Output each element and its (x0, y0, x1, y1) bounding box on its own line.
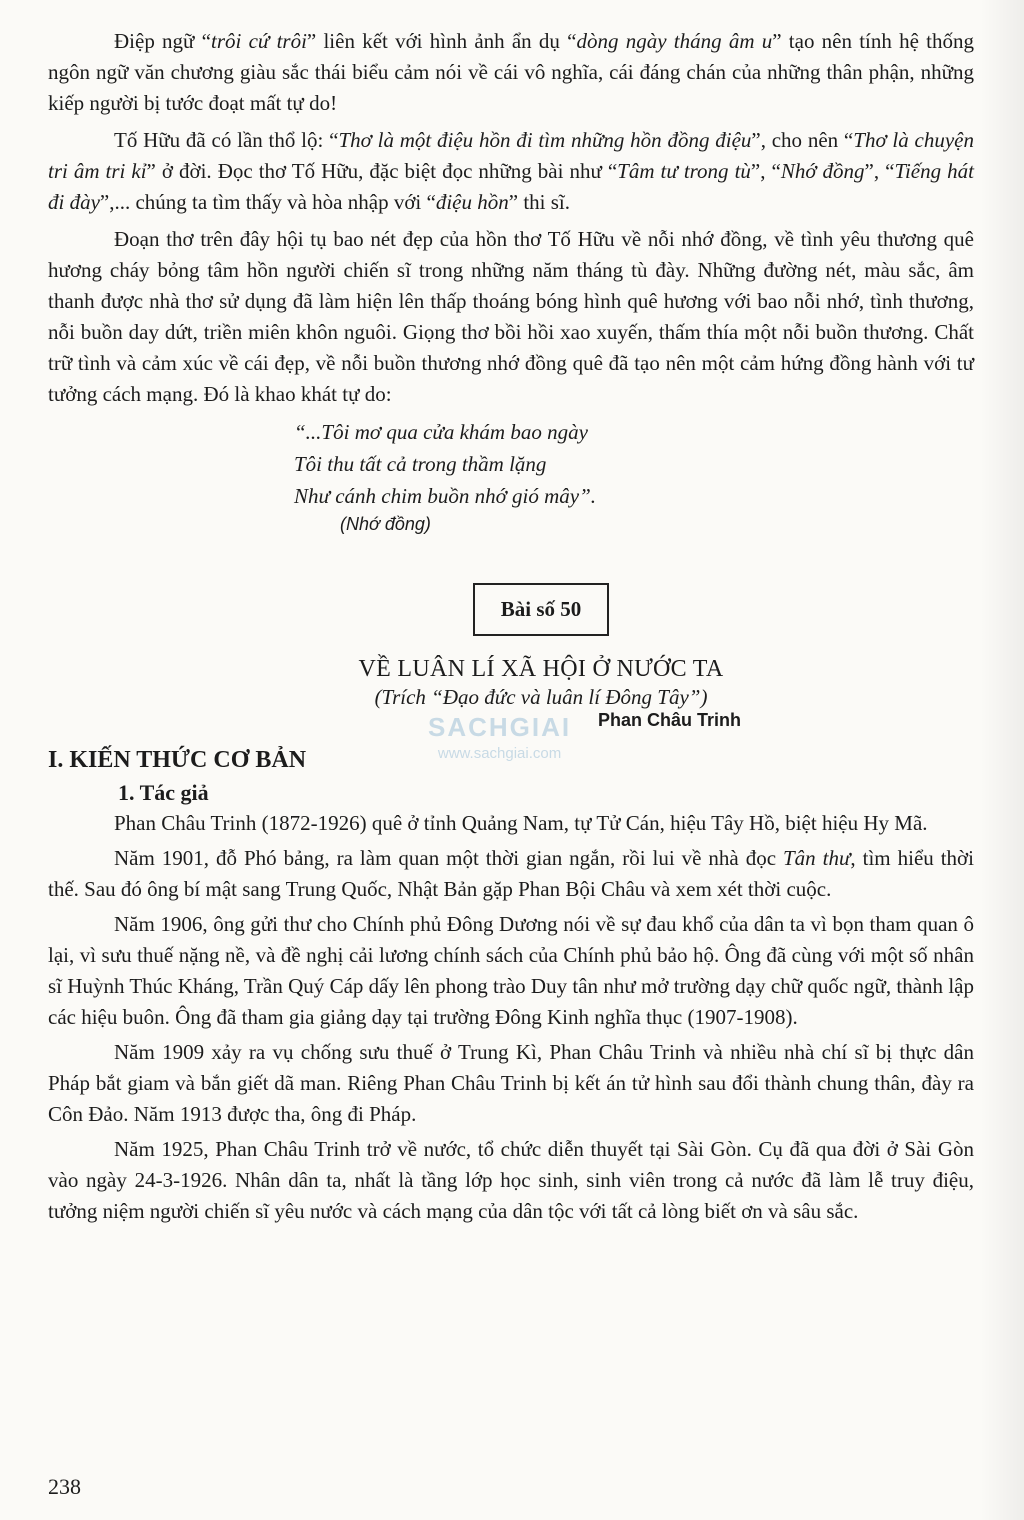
watermark-brand: SACHGIAI (428, 712, 572, 742)
paragraph (48, 1134, 974, 1227)
text-run: Tố Hữu đã có lần thổ lộ: “ (114, 128, 339, 152)
text-run: Năm 1901, đỗ Phó bảng, ra làm quan một thời gian ngắn, rồi lui về nhà đọc (114, 846, 783, 870)
paragraph (48, 843, 974, 905)
text-run: ”, “ (750, 159, 781, 183)
paragraph (48, 125, 974, 218)
text-run: ”, cho nên “ (751, 128, 854, 152)
italic-text: dòng ngày tháng âm u (576, 29, 773, 53)
text-run: ” ở đời. Đọc thơ Tố Hữu, đặc biệt đọc những bài như “ (146, 159, 618, 183)
poem-line: Tôi thu tất cả trong thầm lặng (294, 452, 547, 476)
italic-text: Nhớ đồng (780, 159, 865, 183)
lesson-author: Phan Châu Trinh (598, 710, 742, 730)
italic-text: Thơ là một điệu hồn đi tìm những hồn đồng điệu (338, 128, 752, 152)
text-run: ”, “ (864, 159, 895, 183)
text-run: Điệp ngữ “ (114, 29, 211, 53)
text-run: , tìm hiểu thời thế. Sau đó ông bí mật sang Trung Quốc, Nhật Bản gặp Phan Bội Châu và xem xét thời cuộc. (48, 846, 974, 901)
poem-line: Như cánh chim buồn nhớ gió mây”. (294, 484, 597, 508)
section-heading: I. KIẾN THỨC CƠ BẢN (48, 747, 307, 773)
italic-text: Tân thư (782, 846, 851, 870)
poem-excerpt (294, 416, 974, 512)
paragraph (48, 909, 974, 1033)
italic-text: điệu hồn (435, 190, 509, 214)
text-run: ”,... chúng ta tìm thấy và hòa nhập với “ (99, 190, 436, 214)
page-edge-shadow (980, 0, 1024, 1520)
italic-text: Thơ là chuyện tri âm tri kỉ (48, 128, 975, 183)
paragraph (48, 26, 974, 119)
lesson-title: VỀ LUÂN LÍ XÃ HỘI Ở NƯỚC TA (358, 656, 724, 682)
poem-line: “...Tôi mơ qua cửa khám bao ngày (294, 420, 588, 444)
italic-text: Tiếng hát đi đày (48, 159, 974, 214)
text-run: Phan Châu Trinh (1872-1926) quê ở tỉnh Quảng Nam, tự Tử Cán, hiệu Tây Hồ, biệt hiệu Hy Mã. (114, 811, 928, 835)
author-biography (48, 808, 974, 1227)
book-page (48, 26, 974, 1231)
italic-text: trôi cứ trôi (211, 29, 307, 53)
text-run: ” thi sĩ. (508, 190, 570, 214)
watermark-url: www.sachgiai.com (437, 745, 562, 762)
lesson-subtitle: (Trích “Đạo đức và luân lí Đông Tây”) (374, 685, 708, 709)
text-run: Năm 1906, ông gửi thư cho Chính phủ Đông Dương nói về sự đau khổ của dân ta vì bọn tham quan ô lại, vì sưu thuế nặng nề, và đề nghị cải lương chính sách của Chính phủ bảo hộ. Ông đã cùng với một số nhân sĩ Huỳnh Thúc Kháng, Trần Quý Cáp dấy lên phong trào Duy tân như mở trường dạy chữ quốc ngữ, thành lập các hiệu buôn. Ông đã tham gia giảng dạy tại trường Đông Kinh nghĩa thục (1907-1908). (48, 912, 974, 1029)
lesson-number-box: Bài số 50 (473, 583, 610, 636)
lesson-header (48, 583, 974, 636)
text-run: ” tạo nên tính hệ thống ngôn ngữ văn chương giàu sắc thái biểu cảm nói về cái vô nghĩa, cái đáng chán của những thân phận, những kiếp người bị tước đoạt mất tự do! (48, 29, 975, 115)
intro-text (48, 26, 974, 410)
text-run: Năm 1925, Phan Châu Trinh trở về nước, tổ chức diễn thuyết tại Sài Gòn. Cụ đã qua đời ở Sài Gòn vào ngày 24-3-1926. Nhân dân ta, nhất là tầng lớp học sinh, sinh viên trong cả nước đã làm lễ truy điệu, tưởng niệm người chiến sĩ yêu nước và cách mạng của dân tộc với tất cả lòng biết ơn và sâu sắc. (48, 1137, 974, 1223)
subsection-heading: 1. Tác giả (118, 780, 209, 805)
poem-source: (Nhớ đồng) (340, 514, 431, 534)
paragraph (48, 224, 974, 410)
paragraph (48, 808, 974, 839)
page-number: 238 (48, 1474, 81, 1499)
text-run: Năm 1909 xảy ra vụ chống sưu thuế ở Trung Kì, Phan Châu Trinh và nhiều nhà chí sĩ bị thực dân Pháp bắt giam và bắn giết dã man. Riêng Phan Châu Trinh bị kết án tử hình sau đổi thành chung thân, đày ra Côn Đảo. Năm 1913 được tha, ông đi Pháp. (48, 1040, 974, 1126)
text-run: ” liên kết với hình ảnh ẩn dụ “ (306, 29, 577, 53)
italic-text: Tâm tư trong tù (617, 159, 751, 183)
text-run: Đoạn thơ trên đây hội tụ bao nét đẹp của hồn thơ Tố Hữu về nỗi nhớ đồng, về tình yêu thương quê hương cháy bỏng tâm hồn người chiến sĩ trong những năm tháng tù đày. Những đường nét, màu sắc, âm thanh được nhà thơ sử dụng đã làm hiện lên thấp thoáng bóng hình quê hương với bao nỗi nhớ, tình thương, nỗi buồn day dứt, triền miên khôn nguôi. Giọng thơ bồi hồi xao xuyến, thấm thía một nỗi buồn thương. Chất trữ tình và cảm xúc về cái đẹp, về nỗi buồn thương nhớ đồng quê đã tạo nên một cảm hứng đồng hành với tư tưởng cách mạng. Đó là khao khát tự do: (48, 227, 974, 406)
paragraph (48, 1037, 974, 1130)
